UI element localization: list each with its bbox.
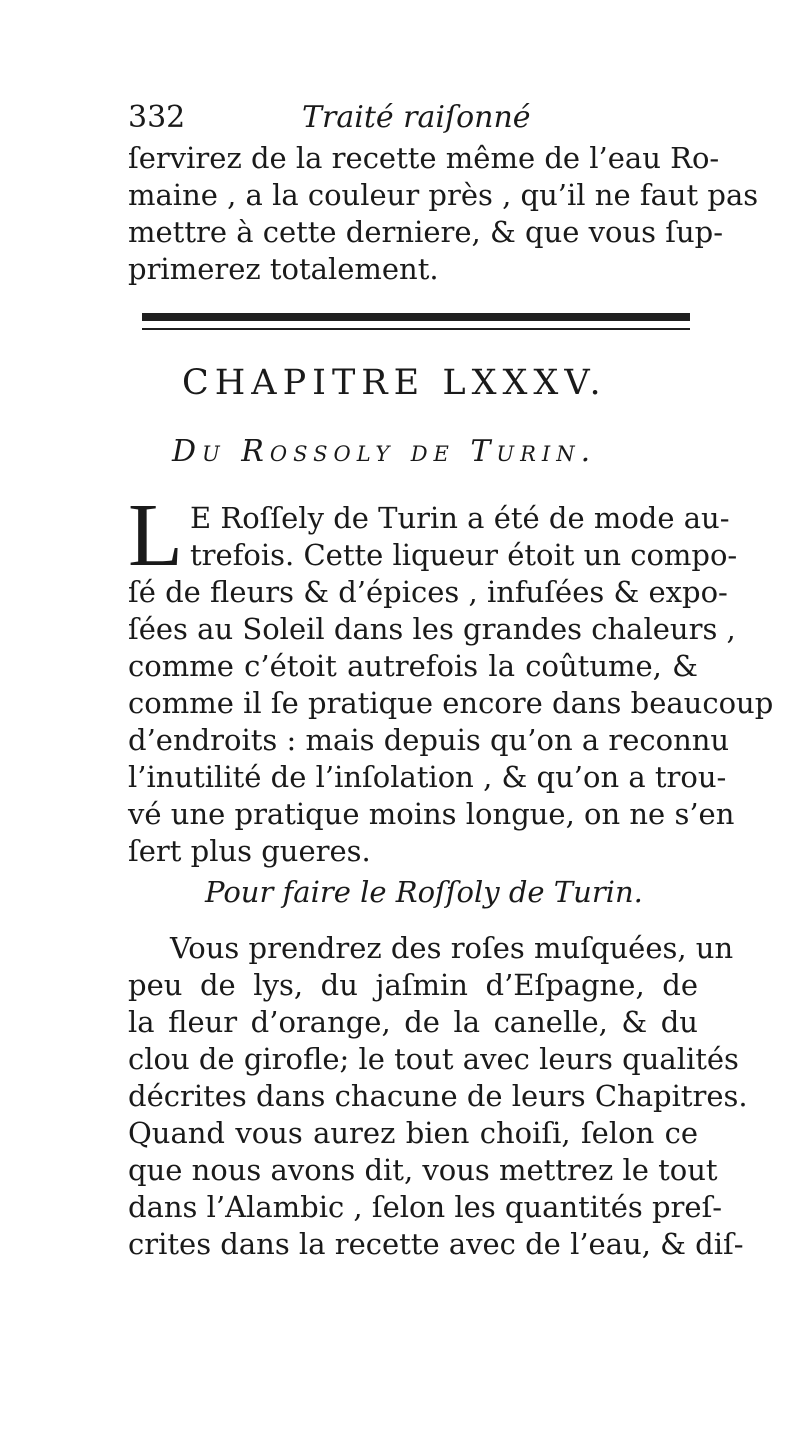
recipe-line: la fleur d’orange, de la canelle, & du bbox=[128, 1005, 698, 1039]
recipe-line: clou de girofle; le tout avec leurs qualités bbox=[128, 1042, 739, 1076]
paragraph-line: trefois. Cette liqueur étoit un compo- bbox=[190, 538, 738, 572]
intro-line: mettre à cette derniere, & que vous ſup- bbox=[128, 215, 724, 249]
section-rule-thick bbox=[142, 313, 690, 321]
paragraph-line: d’endroits : mais depuis qu’on a reconnu bbox=[128, 723, 730, 757]
paragraph-line: ſé de fleurs & d’épices , infuſées & expo- bbox=[128, 575, 728, 609]
chapter-subtitle: Du Rossoly de Turin. bbox=[172, 434, 597, 469]
intro-line: primerez totalement. bbox=[128, 252, 439, 286]
recipe-line: peu de lys, du jaſmin d’Eſpagne, de bbox=[128, 968, 698, 1002]
page-header bbox=[128, 96, 698, 140]
paragraph-line: l’inutilité de l’inſolation , & qu’on a trou- bbox=[128, 760, 727, 794]
paragraph-line: comme c’étoit autrefois la coûtume, & bbox=[128, 649, 698, 683]
page-number: 332 bbox=[128, 100, 186, 135]
paragraph-line: ſert plus gueres. bbox=[128, 834, 371, 868]
chapter-heading: CHAPITRE LXXXV. bbox=[182, 363, 607, 403]
recipe-line: décrites dans chacune de leurs Chapitres. bbox=[128, 1079, 748, 1113]
recipe-line: crites dans la recette avec de l’eau, & diſ- bbox=[128, 1227, 744, 1261]
paragraph-line: ſées au Soleil dans les grandes chaleurs , bbox=[128, 612, 736, 646]
paragraph-line: comme il ſe pratique encore dans beaucoup bbox=[128, 686, 774, 720]
paragraph-line: vé une pratique moins longue, on ne s’en bbox=[128, 797, 735, 831]
recipe-line: Quand vous aurez bien choiſi, ſelon ce bbox=[128, 1116, 698, 1150]
drop-cap: L bbox=[128, 486, 183, 585]
intro-line: maine , a la couleur près , qu’il ne faut pas bbox=[128, 178, 759, 212]
recipe-line: que nous avons dit, vous mettrez le tout bbox=[128, 1153, 718, 1187]
recipe-line: Vous prendrez des roſes muſquées, un bbox=[170, 931, 734, 965]
running-title: Traité raiſonné bbox=[302, 100, 531, 135]
paragraph-line: E Roſſely de Turin a été de mode au- bbox=[190, 501, 730, 535]
section-rule-thin bbox=[142, 328, 690, 330]
recipe-line: dans l’Alambic , ſelon les quantités preſ- bbox=[128, 1190, 723, 1224]
recipe-title: Pour faire le Roſſoly de Turin. bbox=[205, 875, 643, 909]
intro-line: ſervirez de la recette même de l’eau Ro- bbox=[128, 141, 720, 175]
